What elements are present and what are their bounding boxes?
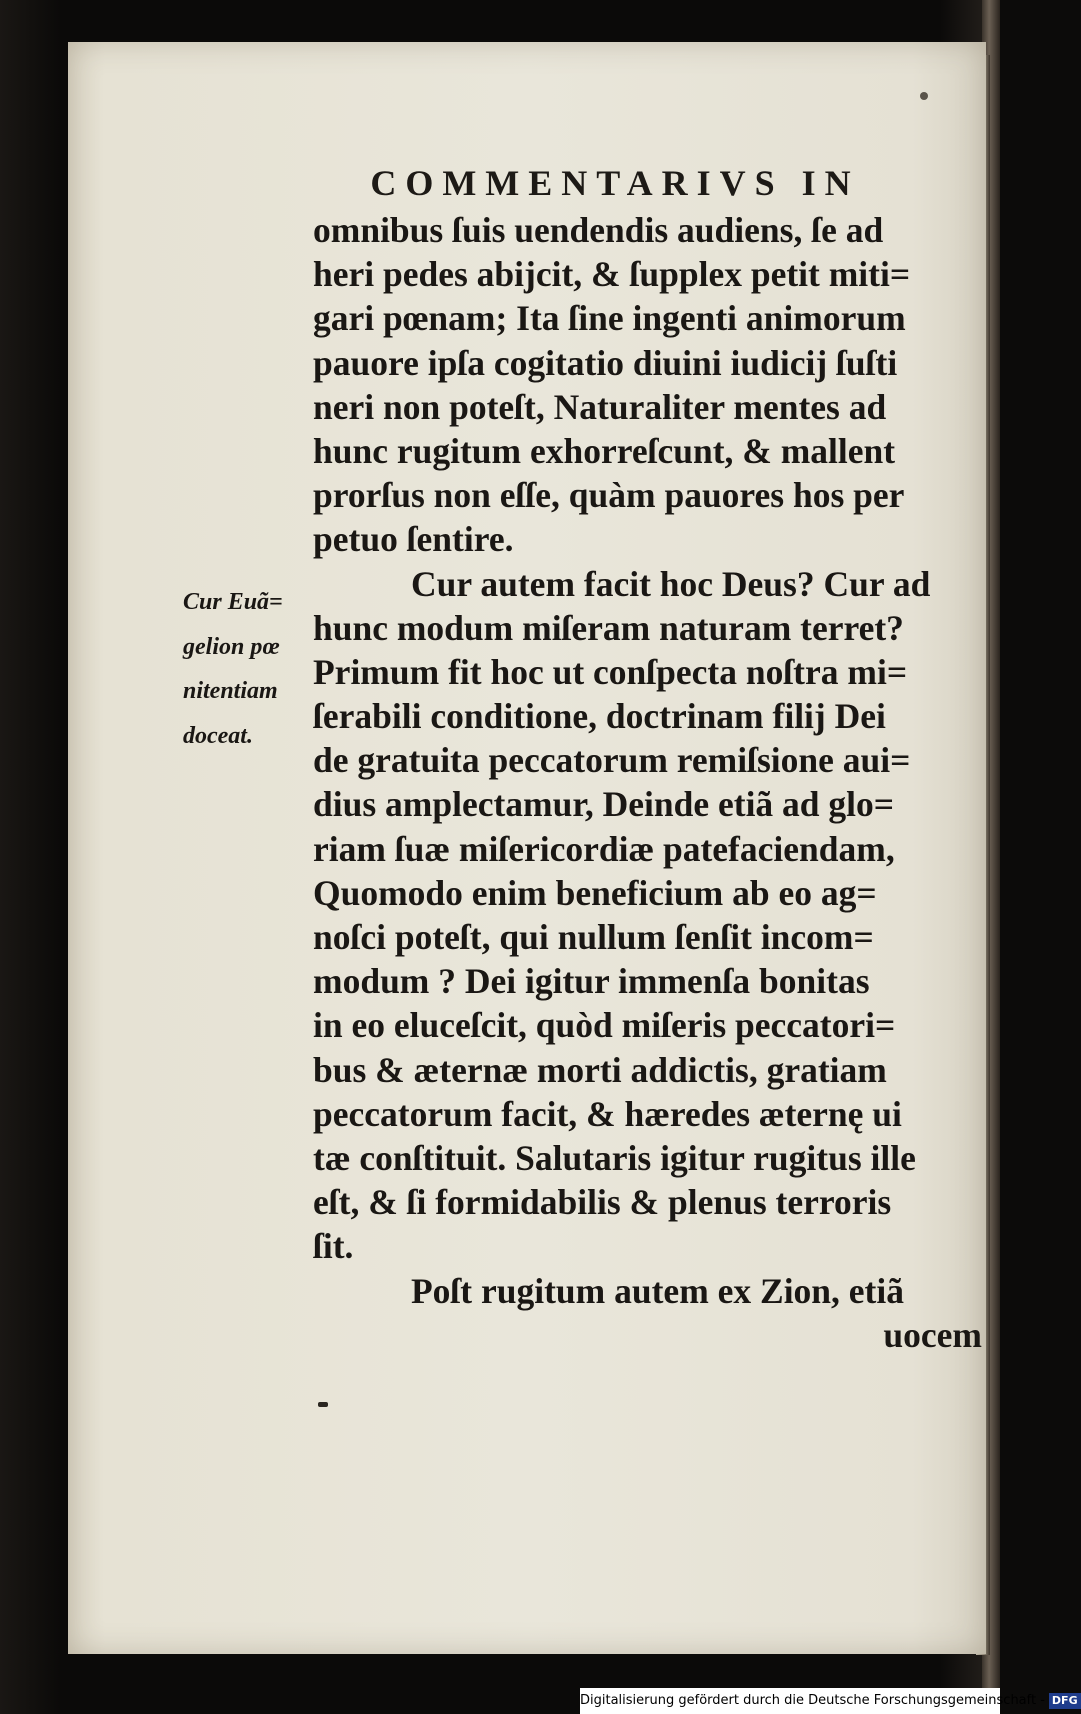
margin-note-line: nitentiam [183,678,278,705]
text-line: ſit. [313,1226,354,1267]
text-line: Primum fit hoc ut conſpecta noſtra mi= [313,651,908,692]
text-line: de gratuita peccatorum remiſsione aui= [313,740,911,781]
dfg-logo-icon: DFG [1049,1693,1081,1709]
margin-note-line: Cur Euã= [183,589,283,615]
text-line: omnibus ſuis uendendis audiens, ſe ad [313,210,884,250]
margin-note-line: doceat. [183,722,253,749]
running-head: COMMENTARIVS IN [370,163,860,203]
text-line: gari pœnam; Ita ſine ingenti animorum [313,298,906,339]
text-line: riam ſuæ miſericordiæ patefaciendam, [313,828,895,869]
text-line: Cur autem facit hoc Deus? Cur ad [411,563,931,604]
text-line: Poſt rugitum autem ex Zion, etiã [411,1270,904,1311]
text-line: ſerabili conditione, doctrinam filij Dei [313,696,886,737]
text-line: peccatorum facit, & hæredes æternę ui [313,1093,902,1134]
text-line: Quomodo enim beneficium ab eo ag= [313,872,877,913]
footer-text: Digitalisierung gefördert durch die Deutsche Forschungsgemeinschaft - [580,1693,1045,1708]
text-line: modum ? Dei igitur immenſa bonitas [313,961,870,1002]
body-text [313,208,990,1357]
margin-note-line: gelion pœ [183,633,280,660]
text-line: pauore ipſa cogitatio diuini iudicij ſuſti [313,342,898,383]
text-line: heri pedes abijcit, & ſupplex petit miti= [313,254,911,295]
marginal-note [183,580,318,758]
digitization-footer [580,1688,1078,1714]
text-line: dius amplectamur, Deinde etiã ad glo= [313,784,895,825]
text-line: prorſus non eſſe, quàm pauores hos per [313,475,905,516]
text-line: hunc modum miſeram naturam terret? [313,607,904,648]
catchword: uocem [883,1314,982,1355]
page-mark [920,92,928,100]
text-line: hunc rugitum exhorreſcunt, & mallent [313,430,896,471]
text-line: tæ conſtituit. Salutaris igitur rugitus ille [313,1137,916,1178]
text-line: noſci poteſt, qui nullum ſenſit incom= [313,917,874,957]
text-line: neri non poteſt, Naturaliter mentes ad [313,386,887,427]
text-line: bus & æternæ morti addictis, gratiam [313,1049,887,1090]
text-line: petuo ſentire. [313,519,514,560]
text-line: in eo eluceſcit, quòd miſeris peccatori= [313,1005,896,1046]
text-line: eſt, & ſi formidabilis & plenus terroris [313,1182,892,1223]
ink-mark [318,1402,328,1407]
